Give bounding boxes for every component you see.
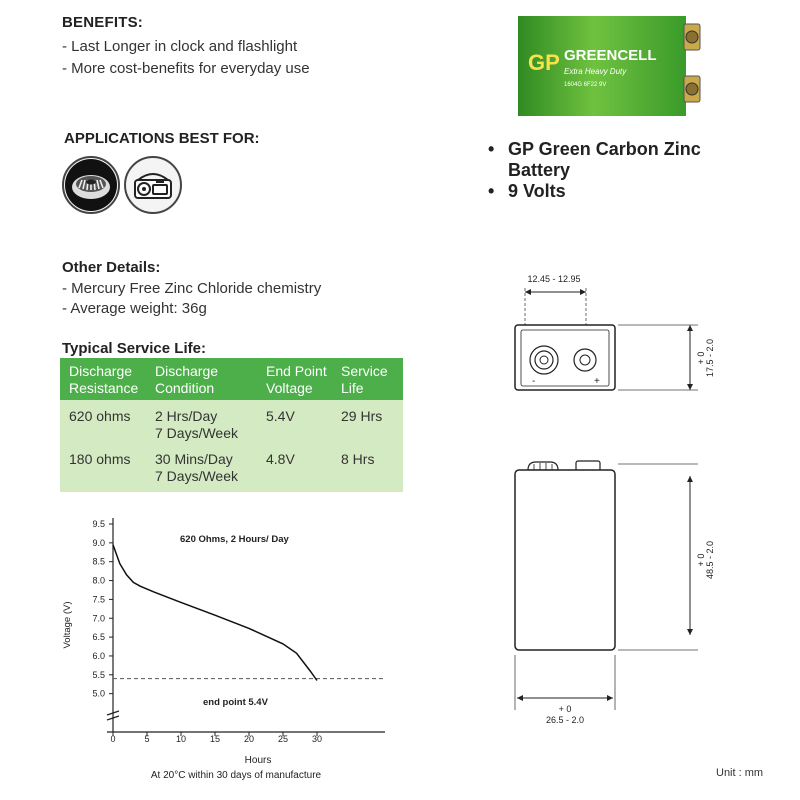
- benefit-item: - More cost-benefits for everyday use: [62, 60, 310, 77]
- battery-side-view: [515, 470, 615, 650]
- width-dimension-label: 26.5 - 2.0: [545, 715, 585, 725]
- terminal-spacing-label: 12.45 - 12.95: [527, 274, 581, 284]
- y-tick-label: 9.5: [92, 519, 105, 529]
- x-tick-label: 15: [209, 734, 221, 744]
- x-tick-label: 20: [243, 734, 255, 744]
- x-tick-label: 30: [311, 734, 323, 744]
- negative-terminal-cap-icon: [528, 462, 558, 470]
- table-body: [60, 400, 403, 492]
- table-cell: 2 Hrs/Day 7 Days/Week: [155, 408, 238, 441]
- depth-tolerance-label: + 0: [696, 351, 706, 365]
- other-details-item: - Average weight: 36g: [62, 300, 207, 317]
- y-tick-label: 7.0: [92, 613, 105, 624]
- other-details-heading: Other Details:: [62, 259, 161, 276]
- applications-heading: APPLICATIONS BEST FOR:: [64, 130, 260, 147]
- x-tick-label: 0: [110, 734, 116, 744]
- benefit-item: - Last Longer in clock and flashlight: [62, 38, 298, 55]
- battery-name-text: GREENCELL: [564, 47, 657, 64]
- benefits-heading: BENEFITS:: [62, 14, 143, 31]
- product-type-line-2: Battery: [508, 160, 571, 180]
- smoke-detector-icon: [62, 156, 120, 214]
- battery-code-text: 1604G 6F22 9V: [564, 82, 607, 88]
- x-tick-label: 25: [277, 734, 289, 744]
- battery-brand-text: GP: [528, 50, 560, 75]
- x-tick-label: 10: [175, 734, 187, 744]
- product-voltage-bullet: [488, 181, 566, 202]
- table-cell: 30 Mins/Day 7 Days/Week: [155, 451, 238, 484]
- minus-sign: -: [532, 376, 536, 387]
- y-tick-label: 8.5: [92, 556, 105, 567]
- bullet-dot: •: [488, 139, 495, 159]
- service-life-heading: Typical Service Life:: [62, 340, 206, 357]
- y-tick-label: 9.0: [92, 537, 105, 548]
- height-tolerance-label: + 0: [696, 553, 706, 567]
- column-header: End Point Voltage: [266, 363, 327, 396]
- radio-cassette-player-icon: [124, 156, 182, 214]
- y-tick-label: 5.5: [92, 669, 105, 680]
- depth-dimension-label: 17.5 - 2.0: [705, 338, 715, 378]
- product-type-line-1: GP Green Carbon Zinc: [508, 139, 701, 159]
- battery-product-image: [518, 16, 704, 116]
- table-cell: 180 ohms: [69, 451, 131, 467]
- column-header: Service Life: [341, 363, 388, 396]
- y-tick-label: 6.5: [92, 632, 105, 643]
- table-cell: 8 Hrs: [341, 451, 375, 467]
- series-line-voltage: [113, 545, 317, 681]
- other-details-item: - Mercury Free Zinc Chloride chemistry: [62, 280, 322, 297]
- reference-line-label: end point 5.4V: [203, 697, 268, 708]
- y-tick-label: 8.0: [92, 575, 105, 586]
- product-type-bullet: [488, 139, 748, 181]
- chart-title: 620 Ohms, 2 Hours/ Day: [180, 534, 289, 545]
- plus-sign: +: [594, 376, 600, 387]
- table-header-row: [60, 358, 403, 400]
- bullet-dot: •: [488, 181, 495, 201]
- dimension-drawings: [490, 260, 800, 800]
- height-dimension-label: 48.5 - 2.0: [705, 540, 715, 580]
- y-tick-label: 6.0: [92, 650, 105, 661]
- voltage-discharge-chart: [40, 510, 400, 800]
- x-axis-label: Hours: [244, 755, 272, 766]
- table-cell: 29 Hrs: [341, 408, 383, 424]
- table-cell: 5.4V: [266, 408, 295, 424]
- y-tick-label: 7.5: [92, 594, 105, 605]
- service-life-table: [60, 358, 403, 492]
- product-voltage-text: 9 Volts: [508, 181, 566, 201]
- battery-subtitle-text: Extra Heavy Duty: [564, 67, 627, 76]
- chart-caption: At 20°C within 30 days of manufacture: [150, 770, 322, 781]
- table-cell: 4.8V: [266, 451, 295, 467]
- unit-label: Unit : mm: [716, 767, 764, 779]
- column-header: Discharge Condition: [155, 363, 219, 396]
- y-axis-label: Voltage (V): [62, 601, 73, 649]
- column-header: Discharge Resistance: [69, 363, 139, 396]
- width-tolerance-label: + 0: [558, 704, 572, 714]
- table-cell: 620 ohms: [69, 408, 131, 424]
- x-tick-label: 5: [144, 734, 150, 744]
- y-tick-label: 5.0: [92, 688, 105, 699]
